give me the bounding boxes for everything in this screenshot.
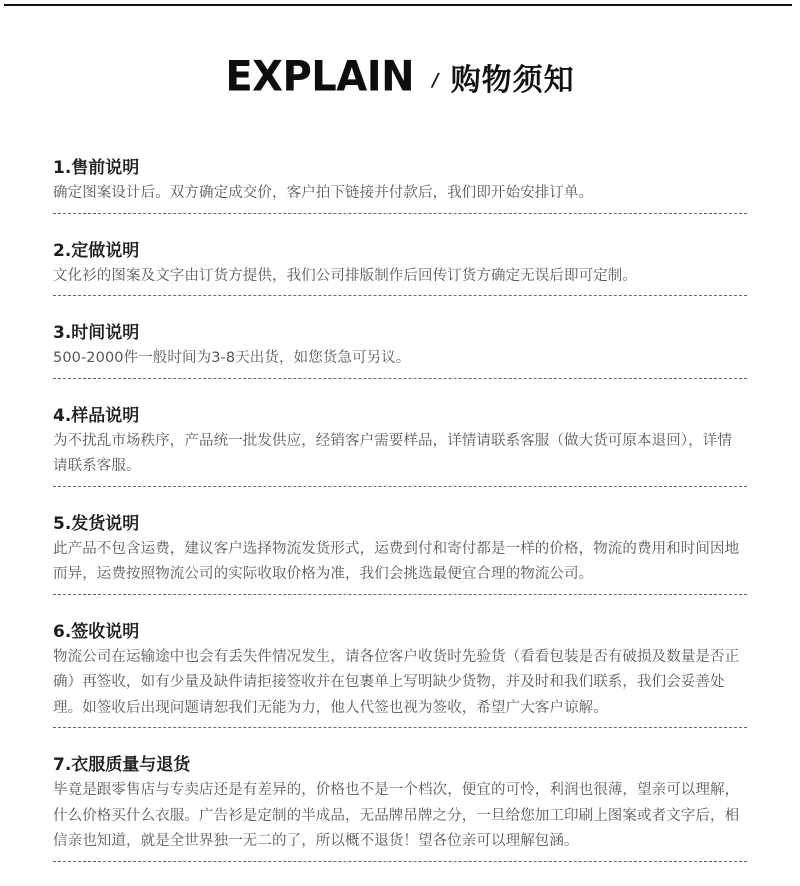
section-title: 3.时间说明 [53, 323, 140, 343]
section-timing [53, 320, 748, 379]
section-body: 物流公司在运输途中也会有丢失件情况发生，请各位客户收货时先验货（看看包装是否有破损及数量是否正确）再签收，如有少量及缺件请拒接签收并在包裹单上写明缺少货物，并及时和我们联系，我们会妥善处理。如签收后出现问题请恕我们无能为力，他人代签也视为签收，希望广大客户谅解。 [53, 648, 740, 716]
section-title: 4.样品说明 [53, 405, 140, 426]
dashed-divider [53, 486, 747, 487]
section-samples [53, 403, 748, 487]
section-title: 1.售前说明 [53, 158, 140, 178]
dashed-divider [53, 861, 747, 862]
section-body: 毕竟是跟零售店与专卖店还是有差异的，价格也不是一个档次，便宜的可怜，利润也很薄，望亲可以理解，什么价格买什么衣服。广告衫是定制的半成品，无品牌吊牌之分，一旦给您加工印刷上图案或者文字后，相信亲也知道，就是全世界独一无二的了，所以概不退货！望各位亲可以理解包涵。 [53, 782, 740, 849]
section-body: 500-2000件一般时间为3-8天出货，如您货急可另议。 [53, 350, 411, 366]
dashed-divider [53, 378, 747, 379]
section-title: 5.发货说明 [53, 513, 140, 534]
section-quality-returns [53, 752, 748, 862]
top-rule [4, 4, 792, 6]
section-presale [53, 155, 748, 214]
section-shipping [53, 511, 748, 595]
dashed-divider [53, 295, 747, 296]
section-title: 7.衣服质量与退货 [53, 755, 191, 775]
page-title [0, 52, 800, 102]
title-chinese: 购物须知 [450, 63, 575, 98]
title-english: EXPLAIN [225, 52, 415, 102]
section-body: 文化衫的图案及文字由订货方提供，我们公司排版制作后回传订货方确定无误后即可定制。 [53, 267, 637, 284]
dashed-divider [53, 727, 747, 728]
section-customization [53, 238, 748, 297]
dashed-divider [53, 594, 747, 595]
section-title: 2.定做说明 [53, 240, 140, 261]
section-body: 此产品不包含运费，建议客户选择物流发货形式，运费到付和寄付都是一样的价格，物流的费用和时间因地而异，运费按照物流公司的实际收取价格为准，我们会挑选最便宜合理的物流公司。 [53, 540, 740, 582]
section-body: 确定图案设计后。双方确定成交价，客户拍下链接并付款后，我们即开始安排订单。 [53, 185, 594, 201]
notice-sections [53, 155, 748, 886]
dashed-divider [53, 213, 747, 214]
section-title: 6.签收说明 [53, 621, 140, 642]
section-body: 为不扰乱市场秩序，产品统一批发供应，经销客户需要样品，详情请联系客服（做大货可原本退回），详情请联系客服。 [53, 432, 732, 474]
section-receipt [53, 619, 748, 729]
title-separator: / [430, 69, 441, 91]
